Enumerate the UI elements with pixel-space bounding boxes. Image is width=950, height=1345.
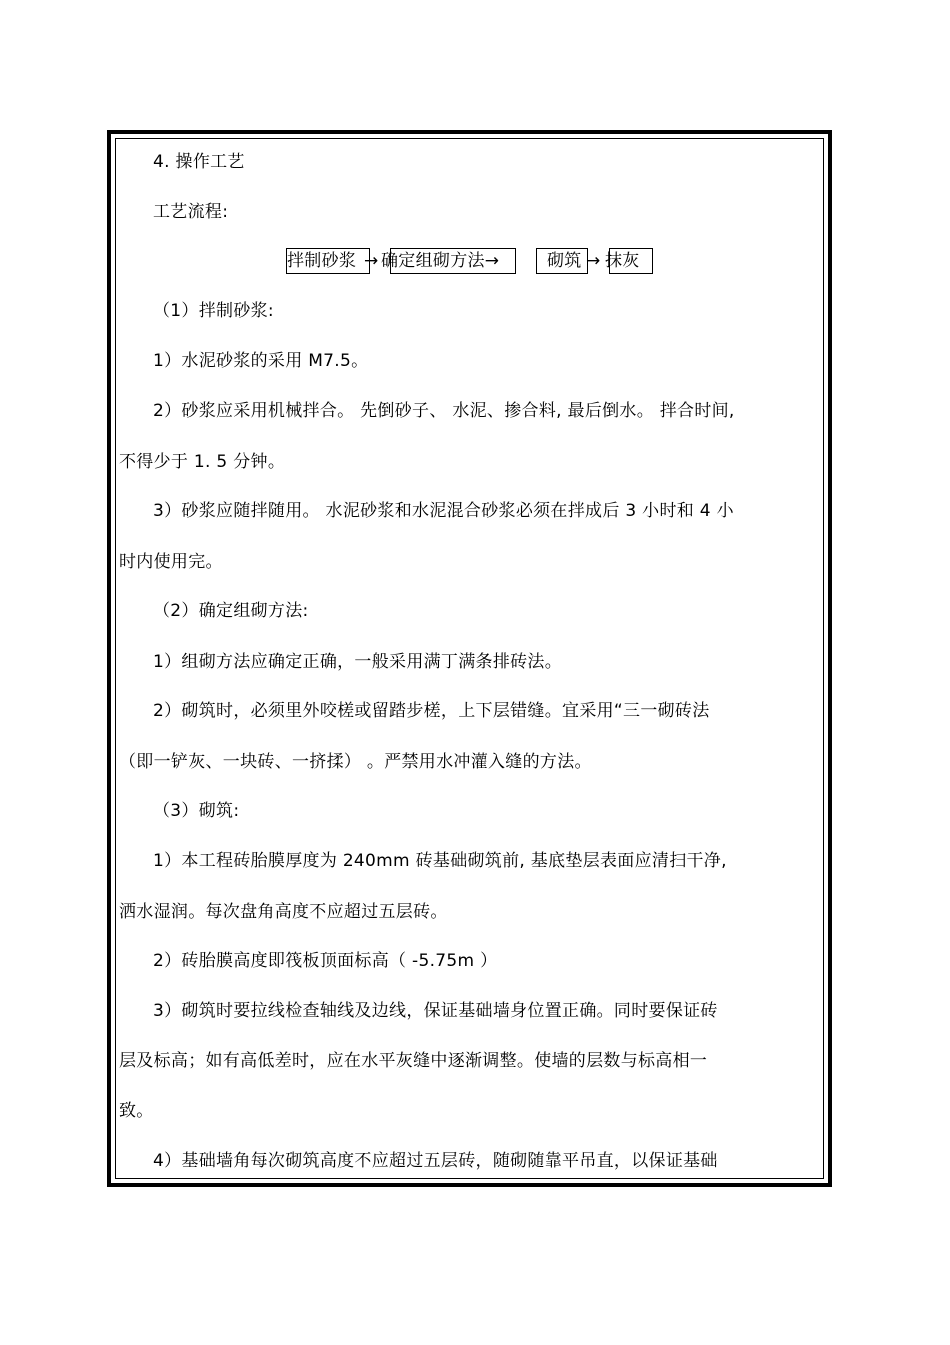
subsection-laying: （3）砌筑: [153, 801, 240, 821]
paragraph-line: 2）砖胎膜高度即筏板顶面标高（ -5.75m ） [153, 951, 498, 971]
flow-step-laying: 砌筑 [547, 251, 582, 271]
paragraph-line: 3）砂浆应随拌随用。 水泥砂浆和水泥混合砂浆必须在拌成后 3 小时和 4 小 [153, 501, 734, 521]
process-label: 工艺流程: [153, 202, 229, 222]
paragraph-line: 1）水泥砂浆的采用 M7.5。 [153, 351, 369, 371]
paragraph-line: 洒水湿润。每次盘角高度不应超过五层砖。 [119, 902, 448, 922]
paragraph-line: （即一铲灰、一块砖、一挤揉） 。严禁用水冲灌入缝的方法。 [119, 752, 592, 772]
subsection-determine-method: （2）确定组砌方法: [153, 601, 309, 621]
flow-arrow-2: → [586, 251, 601, 271]
paragraph-line: 2）砂浆应采用机械拌合。 先倒砂子、 水泥、掺合料, 最后倒水。 拌合时间, [153, 401, 735, 421]
subsection-mix-mortar: （1）拌制砂浆: [153, 301, 274, 321]
flow-arrow-1: → [364, 251, 379, 271]
paragraph-line: 4）基础墙角每次砌筑高度不应超过五层砖，随砌随靠平吊直，以保证基础 [153, 1151, 718, 1171]
flow-step-determine-method: 确定组砌方法→ [381, 251, 500, 271]
flow-step-plastering: 抹灰 [605, 251, 640, 271]
flow-step-mix-mortar: 拌制砂浆 [287, 251, 357, 271]
process-flowchart [284, 248, 664, 276]
paragraph-line: 不得少于 1. 5 分钟。 [119, 452, 286, 472]
paragraph-line: 1）组砌方法应确定正确，一般采用满丁满条排砖法。 [153, 652, 563, 672]
paragraph-line: 1）本工程砖胎膜厚度为 240mm 砖基础砌筑前, 基底垫层表面应清扫干净, [153, 851, 727, 871]
paragraph-line: 时内使用完。 [119, 552, 223, 572]
paragraph-line: 致。 [119, 1101, 154, 1121]
paragraph-line: 2）砌筑时，必须里外咬槎或留踏步槎，上下层错缝。宜采用“三一砌砖法 [153, 701, 710, 721]
paragraph-line: 层及标高；如有高低差时，应在水平灰缝中逐渐调整。使墙的层数与标高相一 [119, 1051, 708, 1071]
paragraph-line: 3）砌筑时要拉线检查轴线及边线，保证基础墙身位置正确。同时要保证砖 [153, 1001, 718, 1021]
section-title: 4. 操作工艺 [153, 152, 245, 172]
